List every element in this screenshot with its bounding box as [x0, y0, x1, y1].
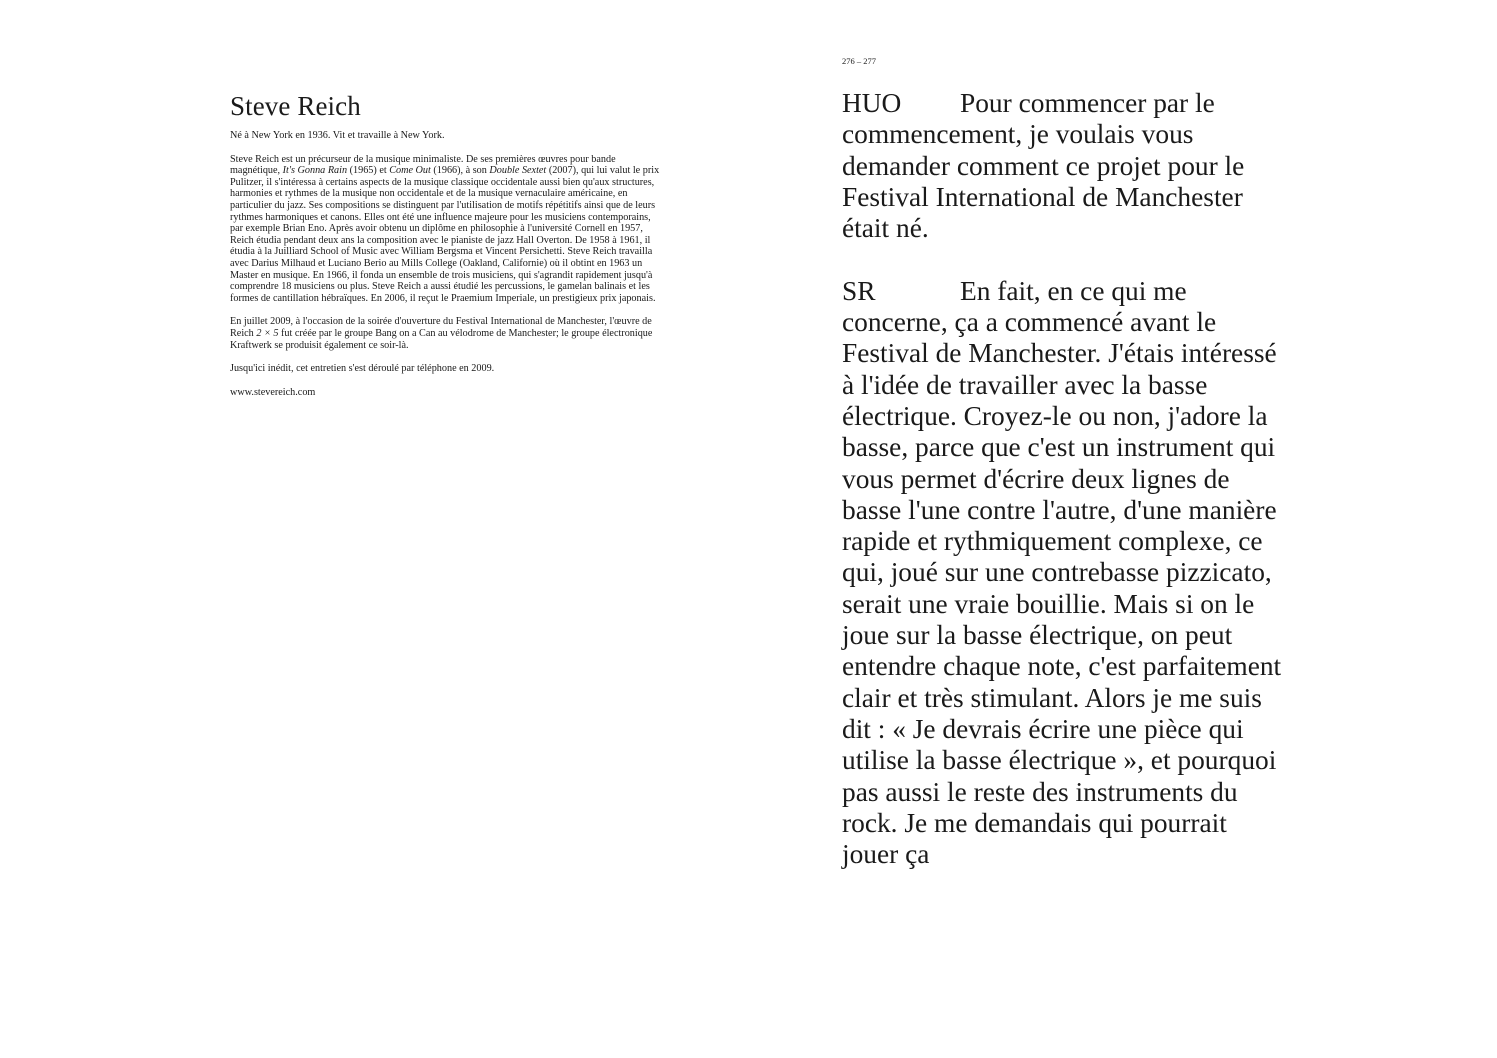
artist-name-heading: Steve Reich	[230, 91, 361, 121]
festival-text-2: fut créée par le groupe Bang on a Can au vélodrome de Manchester; le groupe électronique Kraftwerk se produisit également ce soir-là.	[230, 327, 653, 351]
bio-text-1: Steve Reich est un précurseur de la musique minimaliste. De ses premières œuvres pour bande magnétique,	[230, 153, 616, 177]
left-page	[230, 90, 660, 410]
interview-answer	[842, 276, 1282, 871]
work-title-its-gonna-rain: It's Gonna Rain	[282, 165, 348, 177]
right-page	[842, 88, 1282, 870]
festival-text-1: En juillet 2009, à l'occasion de la soirée d'ouverture du Festival International de Manchester, l'œuvre de Reich	[230, 316, 652, 339]
bio-text-4: (2007), qui lui valut le prix Pulitzer, il s'intéressa à certains aspects de la musique classique occidentale aussi bien qu'aux structures, harmonies et rythmes de la musique non occidentale et de la musique vernaculaire américaine, en particulier du jazz. Ses compositions se distinguent par l'utilisation de motifs répétitifs ainsi que de leurs rythmes harmoniques et canons. Elles ont été une influence majeure pour les musiciens contemporains, par exemple Brian Eno. Après avoir obtenu un diplôme en philosophie à l'université Cornell en 1957, Reich étudia pendant deux ans la composition avec le pianiste de jazz Hall Overton. De 1958 à 1961, il étudia à la Juilliard School of Music avec William Bergsma et Vincent Persichetti. Steve Reich travailla avec Darius Milhaud et Luciano Berio au Mills College (Oakland, Californie) où il obtint en 1963 un Master en musique. En 1966, il fonda un ensemble de trois musiciens, qui s'agrandit rapidement jusqu'à comprendre 18 musiciens ou plus. Steve Reich a aussi étudié les percussions, le gamelan balinais et les formes de cantillation hébraïques. En 2006, il reçut le Praemium Imperiale, un prestigieux prix japonais.	[230, 165, 660, 304]
website-link[interactable]: www.stevereich.com	[230, 386, 316, 398]
question-text: Pour commencer par le commencement, je voulais vous demander comment ce projet pour le Festival International de Manchester était né.	[842, 88, 1245, 244]
work-title-2x5: 2 × 5	[256, 327, 279, 339]
birth-info: Né à New York en 1936. Vit et travaille à New York.	[230, 130, 445, 141]
interview-question	[842, 88, 1282, 244]
speaker-label: HUO	[842, 88, 902, 118]
bio-text-2: (1965) et	[347, 165, 390, 177]
page-number: 276 – 277	[842, 56, 876, 66]
speaker-label: SR	[842, 275, 876, 306]
work-title-double-sextet: Double Sextet	[489, 165, 547, 177]
interview-note: Jusqu'ici inédit, cet entretien s'est déroulé par téléphone en 2009.	[230, 363, 495, 375]
biography-paragraph	[230, 154, 660, 305]
work-title-come-out: Come Out	[389, 165, 431, 177]
answer-text: En fait, en ce qui me concerne, ça a commencé avant le Festival de Manchester. J'étais intéressé à l'idée de travailler avec la basse électrique. Croyez-le ou non, j'adore la basse, parce que c'est un instrument qui vous permet d'écrire deux lignes de basse l'une contre l'autre, d'une manière rapide et rythmiquement complexe, ce qui, joué sur une contrebasse pizzicato, serait une vraie bouillie. Mais si on le joue sur la basse électrique, on peut entendre chaque note, c'est parfaitement clair et très stimulant. Alors je me suis dit : « Je devrais écrire une pièce qui utilise la basse électrique », et pourquoi pas aussi le reste des instruments du rock. Je me demandais qui pourrait jouer ça	[842, 275, 1282, 870]
bio-text-3: (1966), à son	[430, 165, 490, 177]
festival-paragraph	[230, 316, 660, 351]
